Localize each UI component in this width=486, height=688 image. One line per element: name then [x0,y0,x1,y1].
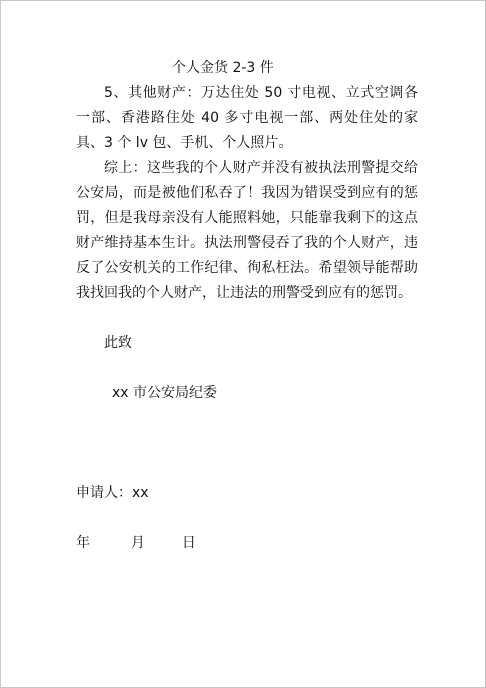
list-item-gold: 个人金货 2-3 件 [172,60,274,76]
recipient: xx 市公安局纪委 [112,385,218,401]
applicant-signature: 申请人：xx [76,485,149,501]
date-month: 月 [130,535,145,551]
date-year: 年 [76,535,90,551]
date-line [76,531,418,556]
closing-salutation: 此致 [104,335,132,351]
date-day: 日 [181,535,196,551]
paragraph-summary: 综上：这些我的个人财产并没有被执法刑警提交给公安局，而是被他们私吞了！我因为错误受到应有的惩罚，但是我母亲没有人能照料她，只能靠我剩下的这点财产维持基本生计。执法刑警侵吞了我的个人财产，违反了公安机关的工作纪律、徇私枉法。希望领导能帮助我找回我的个人财产，让违法的刑警受到应有的惩罚。 [76,160,418,301]
paragraph-other-property: 5、其他财产：万达住处 50 寸电视、立式空调各一部、香港路住处 40 多寸电视一部、两处住处的家具、3 个 lv 包、手机、个人照片。 [76,85,418,151]
document-body [76,56,418,556]
